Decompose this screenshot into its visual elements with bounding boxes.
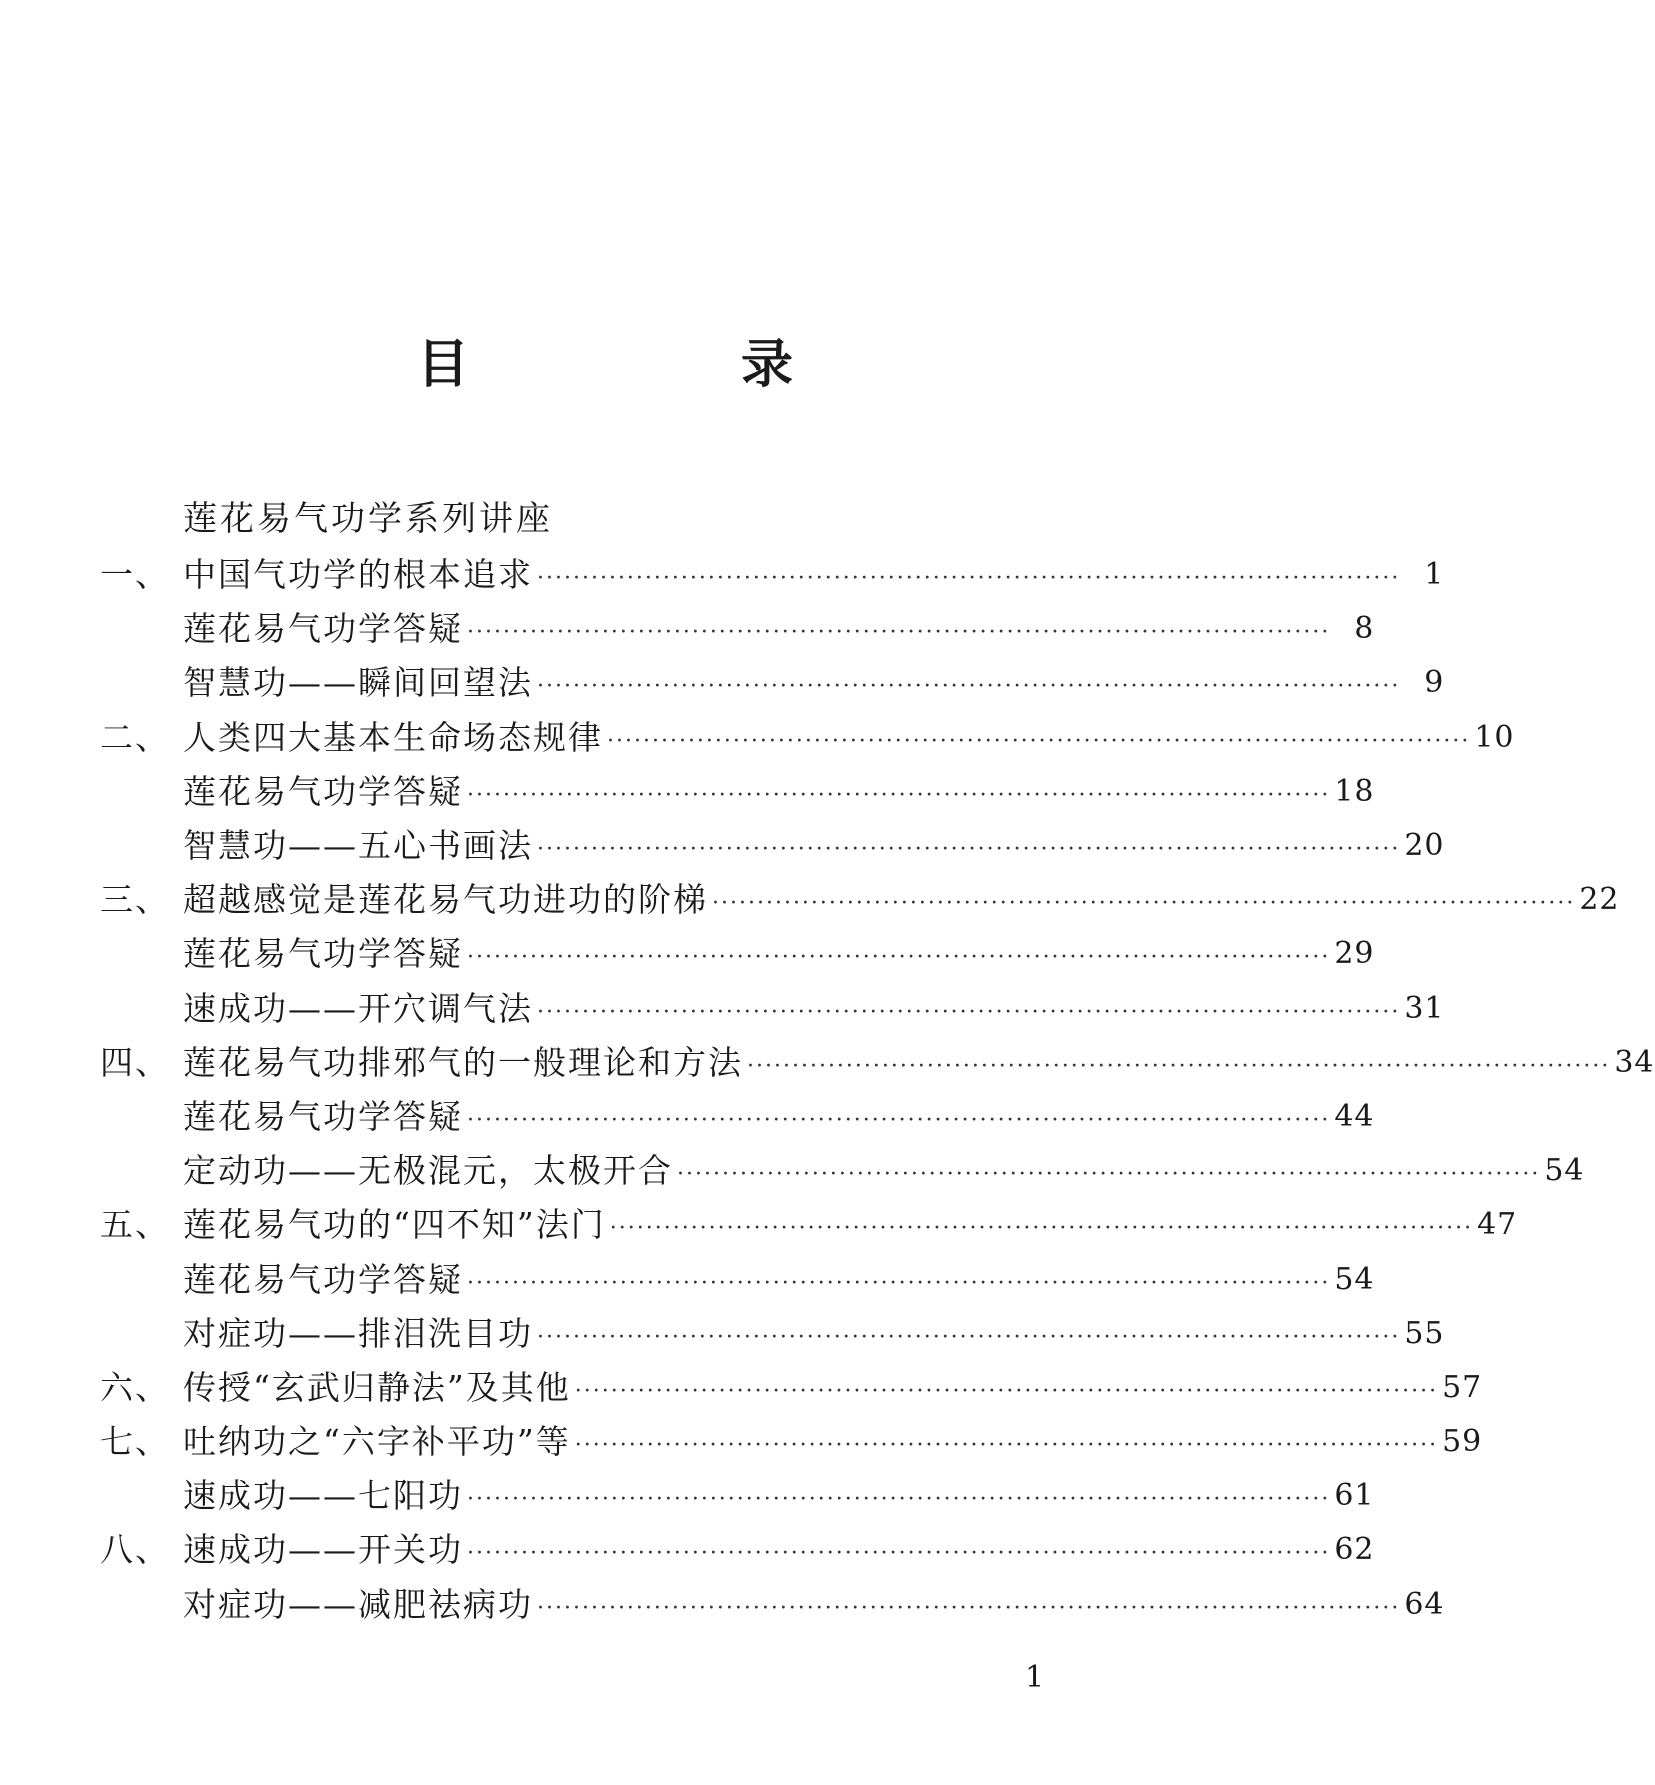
toc-entry-title: 莲花易气功学答疑 — [183, 934, 463, 974]
toc-entry — [100, 1469, 1375, 1523]
toc-entry-title: 人类四大基本生命场态规律 — [183, 717, 603, 757]
toc-dot-leader: ································································································ — [607, 728, 1471, 754]
toc-dot-leader: ································································································ — [537, 566, 1401, 592]
toc-entry — [100, 819, 1445, 873]
toc-entry-title: 速成功——七阳功 — [183, 1476, 463, 1516]
toc-dot-leader: ································································································ — [537, 999, 1401, 1025]
toc-entry — [100, 1415, 1483, 1469]
toc-entry-title: 速成功——开穴调气法 — [183, 988, 533, 1028]
toc-entry-title: 吐纳功之“六字补平功”等 — [183, 1422, 571, 1462]
toc-dot-leader: ································································································ — [467, 945, 1331, 971]
toc-entry-title: 莲花易气功学答疑 — [183, 1096, 463, 1136]
page-title: 目 录 — [416, 334, 903, 395]
toc-dot-leader: ································································································ — [537, 1324, 1401, 1350]
toc-entry-page: 44 — [1334, 1098, 1375, 1134]
toc-entry-title: 莲花易气功学答疑 — [183, 1259, 463, 1299]
toc-entry-title: 莲花易气功的“四不知”法门 — [183, 1205, 606, 1245]
toc-entry-page: 59 — [1442, 1424, 1483, 1460]
toc-dot-leader: ································································································ — [467, 1107, 1331, 1133]
toc-dot-leader: ································································································ — [609, 1216, 1474, 1242]
toc-entry-page: 9 — [1424, 665, 1445, 701]
toc-entry — [100, 1198, 1518, 1252]
toc-entry-page: 18 — [1334, 773, 1375, 809]
toc-entry-title: 定动功——无极混元，太极开合 — [183, 1151, 673, 1191]
toc-entry — [100, 1252, 1375, 1306]
toc-entry — [100, 1523, 1375, 1577]
toc-dot-leader: ································································································ — [537, 674, 1401, 700]
toc-dot-leader: ································································································ — [574, 1378, 1439, 1404]
toc-entry-page: 31 — [1404, 990, 1445, 1026]
toc-entry-number: 三、 — [100, 880, 170, 920]
toc-entry-number: 六、 — [100, 1367, 170, 1407]
toc-entry-page: 22 — [1579, 882, 1620, 918]
toc-entry-number: 四、 — [100, 1042, 170, 1082]
toc-dot-leader: ································································································ — [467, 1487, 1331, 1513]
toc-entry-title: 莲花易气功排邪气的一般理论和方法 — [183, 1042, 743, 1082]
toc-entry — [100, 982, 1445, 1036]
toc-entry-title: 对症功——减肥祛病功 — [183, 1584, 533, 1624]
page-number: 1 — [1025, 1660, 1045, 1695]
toc-entry — [100, 1578, 1445, 1632]
toc-entry — [100, 548, 1445, 602]
toc-entry-page: 1 — [1424, 557, 1445, 593]
toc-entry-title: 莲花易气功学答疑 — [183, 771, 463, 811]
toc-entry — [100, 1361, 1483, 1415]
toc-dot-leader: ································································································ — [574, 1433, 1439, 1459]
toc-dot-leader: ································································································ — [677, 1162, 1541, 1188]
toc-entry-title: 中国气功学的根本追求 — [183, 555, 533, 595]
toc-entry-page: 34 — [1614, 1044, 1655, 1080]
toc-entry — [100, 1036, 1655, 1090]
toc-entry — [100, 927, 1375, 981]
toc-entry-number: 二、 — [100, 717, 170, 757]
toc-entry-number: 一、 — [100, 555, 170, 595]
toc-entry-page: 55 — [1404, 1315, 1445, 1351]
table-of-contents — [100, 548, 1655, 1632]
toc-entry-page: 8 — [1354, 611, 1375, 647]
toc-entry-title: 智慧功——瞬间回望法 — [183, 663, 533, 703]
toc-entry-title: 对症功——排泪洗目功 — [183, 1313, 533, 1353]
toc-entry-number: 八、 — [100, 1530, 170, 1570]
toc-dot-leader: ································································································ — [747, 1053, 1611, 1079]
toc-entry-page: 62 — [1334, 1532, 1375, 1568]
toc-dot-leader: ································································································ — [537, 1595, 1401, 1621]
toc-dot-leader: ································································································ — [467, 620, 1331, 646]
toc-entry-page: 20 — [1404, 828, 1445, 864]
toc-entry-page: 47 — [1477, 1207, 1518, 1243]
toc-entry-page: 57 — [1442, 1369, 1483, 1405]
toc-entry-title: 速成功——开关功 — [183, 1530, 463, 1570]
toc-entry — [100, 873, 1620, 927]
toc-entry-number: 五、 — [100, 1205, 170, 1245]
toc-dot-leader: ································································································ — [712, 891, 1576, 917]
toc-entry-page: 54 — [1334, 1261, 1375, 1297]
toc-entry-page: 64 — [1404, 1586, 1445, 1622]
toc-entry-number: 七、 — [100, 1422, 170, 1462]
toc-entry-page: 29 — [1334, 936, 1375, 972]
toc-entry — [100, 765, 1375, 819]
toc-entry — [100, 1090, 1375, 1144]
toc-entry — [100, 1307, 1445, 1361]
toc-entry — [100, 656, 1445, 710]
toc-entry-title: 传授“玄武归静法”及其他 — [183, 1367, 571, 1407]
toc-entry-page: 54 — [1544, 1153, 1585, 1189]
toc-entry-title: 智慧功——五心书画法 — [183, 826, 533, 866]
toc-entry — [100, 711, 1515, 765]
toc-dot-leader: ································································································ — [537, 837, 1401, 863]
toc-dot-leader: ································································································ — [467, 782, 1331, 808]
toc-entry-title: 超越感觉是莲花易气功进功的阶梯 — [183, 880, 708, 920]
toc-entry — [100, 602, 1375, 656]
toc-entry-page: 10 — [1474, 719, 1515, 755]
toc-dot-leader: ································································································ — [467, 1270, 1331, 1296]
toc-dot-leader: ································································································ — [467, 1541, 1331, 1567]
toc-entry-title: 莲花易气功学答疑 — [183, 609, 463, 649]
toc-entry-page: 61 — [1334, 1478, 1375, 1514]
series-heading: 莲花易气功学系列讲座 — [183, 499, 553, 539]
toc-entry — [100, 1144, 1585, 1198]
